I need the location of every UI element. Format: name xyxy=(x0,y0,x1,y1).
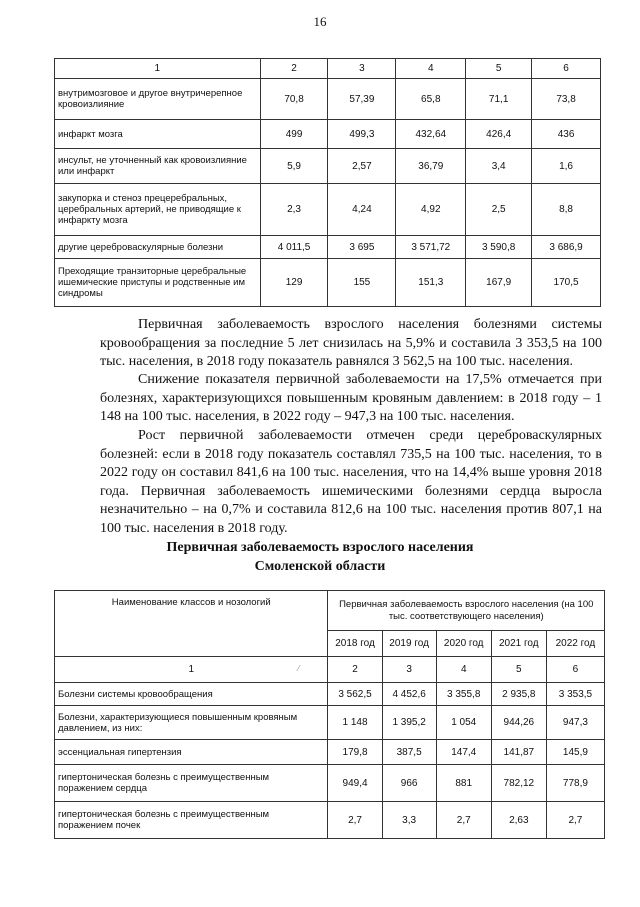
cell-value: 57,39 xyxy=(328,79,396,120)
table-row xyxy=(55,765,605,802)
row-name: гипертоническая болезнь с преимущественным поражением сердца xyxy=(55,765,328,802)
cell-value: 2,7 xyxy=(328,802,382,839)
paragraph-text: Первичная заболеваемость взрослого населения болезнями системы кровообращения за последние 5 лет снизилась на 5,9% и составила 3 353,5 на 100 тыс. населения, в 2018 году показатель равнялся 3 562,5 на 100 тыс. населения. xyxy=(100,317,602,370)
year-header: 2022 год xyxy=(546,631,604,657)
column-number: 4 xyxy=(436,657,491,683)
paragraph-text: Снижение показателя первичной заболеваемости на 17,5% отмечается при болезнях, характеризующихся повышенным кровяным давлением: в 2018 году – 1 148 на 100 тыс. населения, в 2022 году – 947,3 на 100 тыс. населения. xyxy=(100,372,602,425)
cell-value: 2 935,8 xyxy=(491,683,546,706)
cell-value: 3 686,9 xyxy=(532,236,601,259)
table-row xyxy=(55,120,601,149)
cell-value: 881 xyxy=(436,765,491,802)
table-header-row xyxy=(55,591,605,631)
cell-value: 170,5 xyxy=(532,259,601,307)
cell-value: 70,8 xyxy=(260,79,328,120)
row-name: Болезни системы кровообращения xyxy=(55,683,328,706)
cell-value: 778,9 xyxy=(546,765,604,802)
cell-value: 3 590,8 xyxy=(466,236,532,259)
paragraph xyxy=(100,316,602,372)
column-number: 6 xyxy=(532,59,601,79)
paragraph xyxy=(100,427,602,539)
cell-value: 499,3 xyxy=(328,120,396,149)
cell-value: 1 148 xyxy=(328,706,382,740)
table-row xyxy=(55,79,601,120)
table-row xyxy=(55,802,605,839)
cell-value: 167,9 xyxy=(466,259,532,307)
cell-value: 499 xyxy=(260,120,328,149)
cell-value: 949,4 xyxy=(328,765,382,802)
cell-value: 8,8 xyxy=(532,184,601,236)
cell-value: 155 xyxy=(328,259,396,307)
section-title: Первичная заболеваемость взрослого населения xyxy=(166,540,474,555)
cell-value: 65,8 xyxy=(396,79,466,120)
year-header: 2021 год xyxy=(491,631,546,657)
year-header: 2020 год xyxy=(436,631,491,657)
row-name: Болезни, характеризующиеся повышенным кровяным давлением, из них: xyxy=(55,706,328,740)
cell-value: 426,4 xyxy=(466,120,532,149)
cell-value: 432,64 xyxy=(396,120,466,149)
row-name: внутримозговое и другое внутричерепное кровоизлияние xyxy=(55,79,261,120)
numbering-row xyxy=(55,657,605,683)
column-number: 5 xyxy=(466,59,532,79)
table-row xyxy=(55,706,605,740)
column-number: 2 xyxy=(328,657,382,683)
row-name: инсульт, не уточненный как кровоизлияние или инфаркт xyxy=(55,149,261,184)
column-number: 1 xyxy=(55,59,261,79)
column-number: 2 xyxy=(260,59,328,79)
cell-value: 3 571,72 xyxy=(396,236,466,259)
year-header: 2018 год xyxy=(328,631,382,657)
cell-value: 3 353,5 xyxy=(546,683,604,706)
stray-mark: ⁄ xyxy=(298,664,300,673)
cell-value: 145,9 xyxy=(546,740,604,765)
name-column-header: Наименование классов и нозологий xyxy=(55,591,328,657)
cell-value: 2,7 xyxy=(546,802,604,839)
cell-value: 4,24 xyxy=(328,184,396,236)
cell-value: 3,4 xyxy=(466,149,532,184)
column-number: 6 xyxy=(546,657,604,683)
page-number: 16 xyxy=(313,14,327,29)
cell-value: 1 395,2 xyxy=(382,706,436,740)
table-row xyxy=(55,184,601,236)
cell-value: 5,9 xyxy=(260,149,328,184)
cerebrovascular-table xyxy=(54,58,601,307)
column-number-text: 1 xyxy=(188,664,195,675)
cell-value: 944,26 xyxy=(491,706,546,740)
cell-value: 1 054 xyxy=(436,706,491,740)
cell-value: 36,79 xyxy=(396,149,466,184)
cell-value: 947,3 xyxy=(546,706,604,740)
table-row xyxy=(55,149,601,184)
paragraph-text: Рост первичной заболеваемости отмечен среди цереброваскулярных болезней: если в 2018 году показатель составлял 735,5 на 100 тыс. населения, то в 2022 году он составил 841,6 на 100 тыс. населения, что на 14,4% выше уровня 2018 года. Первичная заболеваемость ишемическими болезнями сердца выросла незначительно – на 0,7% и составила 812,6 на 100 тыс. населения против 807,1 на 100 тыс. населения в 2018 году. xyxy=(100,428,602,536)
column-number: 4 xyxy=(396,59,466,79)
column-number: 5 xyxy=(491,657,546,683)
row-name: другие цереброваскулярные болезни xyxy=(55,236,261,259)
column-number xyxy=(55,657,328,683)
cell-value: 151,3 xyxy=(396,259,466,307)
cell-value: 3 562,5 xyxy=(328,683,382,706)
row-name: закупорка и стеноз прецеребральных, церебральных артерий, не приводящие к инфаркту мозга xyxy=(55,184,261,236)
cell-value: 2,7 xyxy=(436,802,491,839)
row-name: Преходящие транзиторные церебральные ишемические приступы и родственные им синдромы xyxy=(55,259,261,307)
table-row xyxy=(55,740,605,765)
row-name: гипертоническая болезнь с преимущественным поражением почек xyxy=(55,802,328,839)
table-row xyxy=(55,236,601,259)
cell-value: 147,4 xyxy=(436,740,491,765)
cell-value: 2,3 xyxy=(260,184,328,236)
group-header: Первичная заболеваемость взрослого населения (на 100 тыс. соответствующего населения) xyxy=(328,591,605,631)
section-title: Смоленской области xyxy=(254,559,386,574)
table-row xyxy=(55,259,601,307)
cell-value: 4 452,6 xyxy=(382,683,436,706)
cell-value: 2,57 xyxy=(328,149,396,184)
cell-value: 1,6 xyxy=(532,149,601,184)
cell-value: 3 355,8 xyxy=(436,683,491,706)
incidence-table xyxy=(54,590,605,839)
column-number: 3 xyxy=(328,59,396,79)
table-header-row xyxy=(55,59,601,79)
cell-value: 2,63 xyxy=(491,802,546,839)
cell-value: 4,92 xyxy=(396,184,466,236)
cell-value: 141,87 xyxy=(491,740,546,765)
cell-value: 179,8 xyxy=(328,740,382,765)
cell-value: 436 xyxy=(532,120,601,149)
cell-value: 129 xyxy=(260,259,328,307)
column-number: 3 xyxy=(382,657,436,683)
year-header: 2019 год xyxy=(382,631,436,657)
cell-value: 3 695 xyxy=(328,236,396,259)
cell-value: 966 xyxy=(382,765,436,802)
table-row xyxy=(55,683,605,706)
cell-value: 3,3 xyxy=(382,802,436,839)
paragraph xyxy=(100,371,602,427)
cell-value: 2,5 xyxy=(466,184,532,236)
row-name: эссенциальная гипертензия xyxy=(55,740,328,765)
cell-value: 782,12 xyxy=(491,765,546,802)
cell-value: 73,8 xyxy=(532,79,601,120)
cell-value: 4 011,5 xyxy=(260,236,328,259)
cell-value: 387,5 xyxy=(382,740,436,765)
cell-value: 71,1 xyxy=(466,79,532,120)
row-name: инфаркт мозга xyxy=(55,120,261,149)
